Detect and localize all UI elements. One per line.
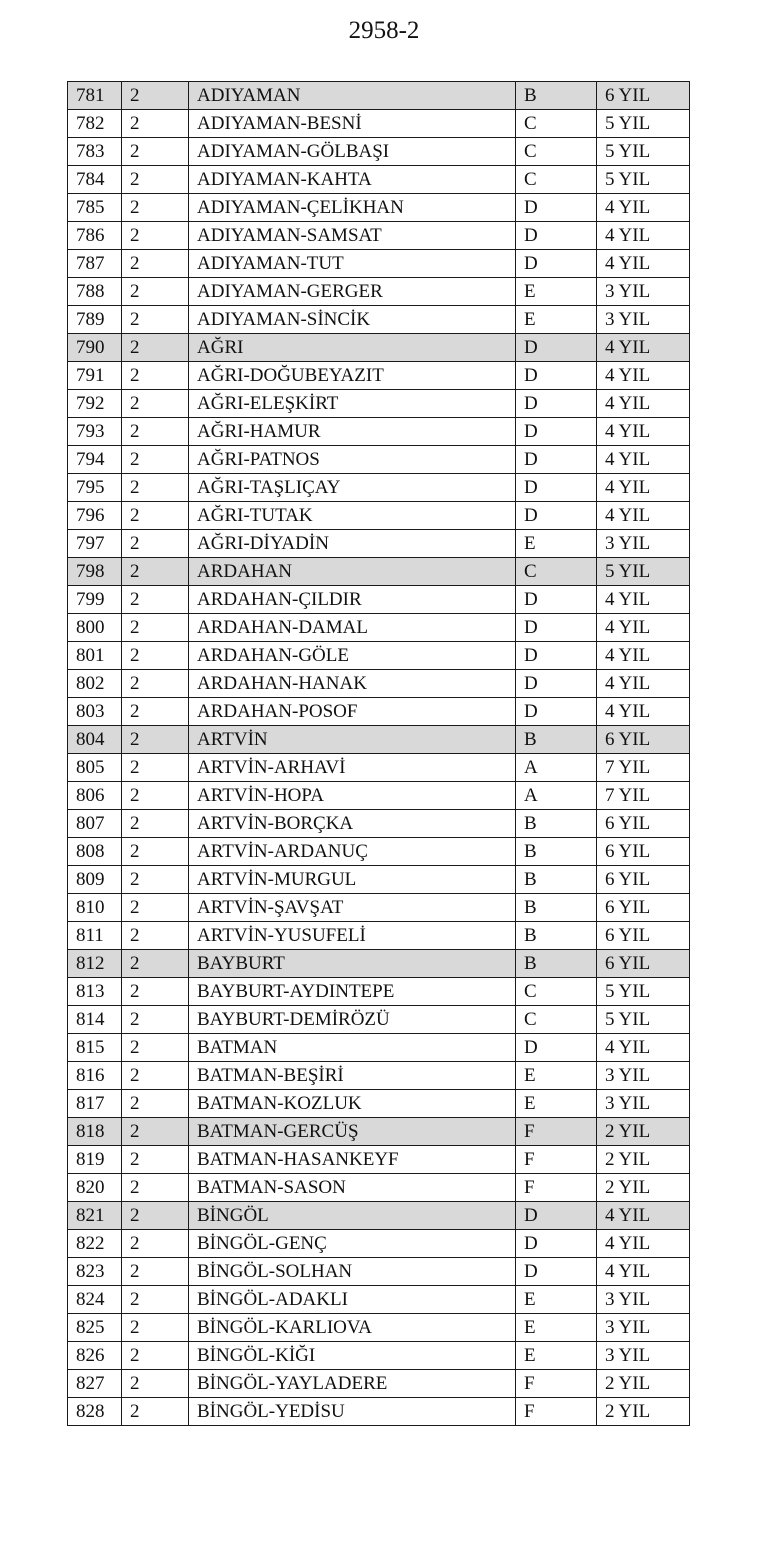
row-number: 797 <box>68 530 122 558</box>
class-cell: C <box>516 166 597 194</box>
group-cell: 2 <box>122 530 189 558</box>
table-row <box>68 614 690 642</box>
class-cell: C <box>516 558 597 586</box>
group-cell: 2 <box>122 502 189 530</box>
class-cell: F <box>516 1398 597 1426</box>
location-name: ADIYAMAN-SAMSAT <box>189 222 516 250</box>
location-name: BATMAN <box>189 1034 516 1062</box>
class-cell: A <box>516 782 597 810</box>
table-row <box>68 1202 690 1230</box>
group-cell: 2 <box>122 362 189 390</box>
row-number: 783 <box>68 138 122 166</box>
group-cell: 2 <box>122 194 189 222</box>
location-name: ARTVİN-ARDANUÇ <box>189 838 516 866</box>
group-cell: 2 <box>122 1090 189 1118</box>
table-body <box>68 82 690 1426</box>
location-name: AĞRI-TAŞLIÇAY <box>189 474 516 502</box>
row-number: 819 <box>68 1146 122 1174</box>
duration-cell: 3 YIL <box>597 1342 690 1370</box>
class-cell: E <box>516 278 597 306</box>
class-cell: B <box>516 82 597 110</box>
table-row <box>68 502 690 530</box>
group-cell: 2 <box>122 558 189 586</box>
class-cell: D <box>516 670 597 698</box>
duration-cell: 4 YIL <box>597 474 690 502</box>
group-cell: 2 <box>122 306 189 334</box>
class-cell: D <box>516 446 597 474</box>
table-row <box>68 1314 690 1342</box>
class-cell: E <box>516 1062 597 1090</box>
row-number: 809 <box>68 866 122 894</box>
class-cell: C <box>516 978 597 1006</box>
group-cell: 2 <box>122 1034 189 1062</box>
row-number: 817 <box>68 1090 122 1118</box>
location-name: ARDAHAN <box>189 558 516 586</box>
duration-cell: 4 YIL <box>597 642 690 670</box>
class-cell: D <box>516 334 597 362</box>
duration-cell: 2 YIL <box>597 1118 690 1146</box>
group-cell: 2 <box>122 82 189 110</box>
location-name: BİNGÖL-GENÇ <box>189 1230 516 1258</box>
group-cell: 2 <box>122 978 189 1006</box>
location-name: BİNGÖL-KARLIOVA <box>189 1314 516 1342</box>
group-cell: 2 <box>122 1286 189 1314</box>
location-name: ARDAHAN-DAMAL <box>189 614 516 642</box>
row-number: 811 <box>68 922 122 950</box>
class-cell: D <box>516 418 597 446</box>
row-number: 791 <box>68 362 122 390</box>
table-row <box>68 278 690 306</box>
row-number: 822 <box>68 1230 122 1258</box>
location-name: ARDAHAN-ÇILDIR <box>189 586 516 614</box>
group-cell: 2 <box>122 1398 189 1426</box>
class-cell: D <box>516 222 597 250</box>
row-number: 827 <box>68 1370 122 1398</box>
table-row <box>68 586 690 614</box>
duration-cell: 6 YIL <box>597 726 690 754</box>
group-cell: 2 <box>122 782 189 810</box>
table-row <box>68 1342 690 1370</box>
class-cell: B <box>516 894 597 922</box>
duration-cell: 3 YIL <box>597 1062 690 1090</box>
row-number: 815 <box>68 1034 122 1062</box>
page-title: 2958-2 <box>348 17 420 44</box>
location-name: BATMAN-SASON <box>189 1174 516 1202</box>
location-name: ADIYAMAN-BESNİ <box>189 110 516 138</box>
group-cell: 2 <box>122 1174 189 1202</box>
row-number: 785 <box>68 194 122 222</box>
table-row <box>68 1006 690 1034</box>
table-row <box>68 782 690 810</box>
duration-cell: 4 YIL <box>597 502 690 530</box>
duration-cell: 6 YIL <box>597 810 690 838</box>
row-number: 781 <box>68 82 122 110</box>
class-cell: D <box>516 194 597 222</box>
location-name: BATMAN-HASANKEYF <box>189 1146 516 1174</box>
table-row <box>68 530 690 558</box>
class-cell: A <box>516 754 597 782</box>
row-number: 826 <box>68 1342 122 1370</box>
group-cell: 2 <box>122 110 189 138</box>
duration-cell: 4 YIL <box>597 586 690 614</box>
row-number: 796 <box>68 502 122 530</box>
duration-cell: 4 YIL <box>597 250 690 278</box>
row-number: 788 <box>68 278 122 306</box>
table-row <box>68 950 690 978</box>
table-row <box>68 726 690 754</box>
location-name: AĞRI-DİYADİN <box>189 530 516 558</box>
duration-cell: 6 YIL <box>597 894 690 922</box>
table-row <box>68 82 690 110</box>
row-number: 828 <box>68 1398 122 1426</box>
duration-cell: 4 YIL <box>597 194 690 222</box>
table-row <box>68 698 690 726</box>
group-cell: 2 <box>122 642 189 670</box>
row-number: 816 <box>68 1062 122 1090</box>
group-cell: 2 <box>122 1342 189 1370</box>
group-cell: 2 <box>122 922 189 950</box>
class-cell: D <box>516 362 597 390</box>
row-number: 782 <box>68 110 122 138</box>
class-cell: D <box>516 1034 597 1062</box>
duration-cell: 3 YIL <box>597 530 690 558</box>
class-cell: C <box>516 110 597 138</box>
row-number: 799 <box>68 586 122 614</box>
table-row <box>68 334 690 362</box>
row-number: 784 <box>68 166 122 194</box>
table-row <box>68 558 690 586</box>
class-cell: F <box>516 1174 597 1202</box>
table-row <box>68 1370 690 1398</box>
row-number: 814 <box>68 1006 122 1034</box>
class-cell: D <box>516 390 597 418</box>
table-row <box>68 838 690 866</box>
duration-cell: 4 YIL <box>597 334 690 362</box>
duration-cell: 6 YIL <box>597 922 690 950</box>
location-name: ADIYAMAN-ÇELİKHAN <box>189 194 516 222</box>
location-name: ARDAHAN-HANAK <box>189 670 516 698</box>
duration-cell: 4 YIL <box>597 1258 690 1286</box>
row-number: 820 <box>68 1174 122 1202</box>
table-row <box>68 418 690 446</box>
duration-cell: 3 YIL <box>597 278 690 306</box>
class-cell: F <box>516 1370 597 1398</box>
duration-cell: 7 YIL <box>597 754 690 782</box>
class-cell: B <box>516 838 597 866</box>
class-cell: D <box>516 250 597 278</box>
group-cell: 2 <box>122 866 189 894</box>
row-number: 786 <box>68 222 122 250</box>
location-name: ADIYAMAN-GERGER <box>189 278 516 306</box>
row-number: 818 <box>68 1118 122 1146</box>
group-cell: 2 <box>122 698 189 726</box>
class-cell: D <box>516 1202 597 1230</box>
class-cell: D <box>516 614 597 642</box>
duration-cell: 7 YIL <box>597 782 690 810</box>
location-name: ADIYAMAN-TUT <box>189 250 516 278</box>
row-number: 801 <box>68 642 122 670</box>
table-row <box>68 894 690 922</box>
table-row <box>68 670 690 698</box>
table-row <box>68 1258 690 1286</box>
duration-cell: 2 YIL <box>597 1370 690 1398</box>
duration-cell: 3 YIL <box>597 1286 690 1314</box>
group-cell: 2 <box>122 1202 189 1230</box>
row-number: 794 <box>68 446 122 474</box>
row-number: 795 <box>68 474 122 502</box>
class-cell: C <box>516 138 597 166</box>
group-cell: 2 <box>122 1258 189 1286</box>
duration-cell: 4 YIL <box>597 1202 690 1230</box>
location-name: BİNGÖL-ADAKLI <box>189 1286 516 1314</box>
group-cell: 2 <box>122 894 189 922</box>
location-name: ADIYAMAN-KAHTA <box>189 166 516 194</box>
class-cell: B <box>516 726 597 754</box>
class-cell: B <box>516 810 597 838</box>
row-number: 807 <box>68 810 122 838</box>
location-name: ARTVİN <box>189 726 516 754</box>
duration-cell: 4 YIL <box>597 362 690 390</box>
class-cell: F <box>516 1118 597 1146</box>
table-row <box>68 754 690 782</box>
table-row <box>68 978 690 1006</box>
location-name: ADIYAMAN <box>189 82 516 110</box>
location-name: ARDAHAN-POSOF <box>189 698 516 726</box>
class-cell: E <box>516 530 597 558</box>
duration-cell: 5 YIL <box>597 978 690 1006</box>
table-row <box>68 922 690 950</box>
group-cell: 2 <box>122 1314 189 1342</box>
table-row <box>68 390 690 418</box>
table-row <box>68 866 690 894</box>
group-cell: 2 <box>122 726 189 754</box>
duration-cell: 5 YIL <box>597 138 690 166</box>
location-name: BAYBURT <box>189 950 516 978</box>
duration-cell: 2 YIL <box>597 1398 690 1426</box>
group-cell: 2 <box>122 474 189 502</box>
row-number: 806 <box>68 782 122 810</box>
row-number: 823 <box>68 1258 122 1286</box>
class-cell: E <box>516 1314 597 1342</box>
table-row <box>68 306 690 334</box>
row-number: 805 <box>68 754 122 782</box>
group-cell: 2 <box>122 810 189 838</box>
table-row <box>68 362 690 390</box>
table-row <box>68 474 690 502</box>
table-row <box>68 166 690 194</box>
class-cell: D <box>516 1230 597 1258</box>
location-name: BİNGÖL-KİĞI <box>189 1342 516 1370</box>
table-row <box>68 446 690 474</box>
location-name: BAYBURT-DEMİRÖZÜ <box>189 1006 516 1034</box>
row-number: 803 <box>68 698 122 726</box>
class-cell: D <box>516 642 597 670</box>
table-row <box>68 1034 690 1062</box>
class-cell: B <box>516 922 597 950</box>
table-row <box>68 642 690 670</box>
data-table <box>67 81 690 1426</box>
duration-cell: 5 YIL <box>597 1006 690 1034</box>
group-cell: 2 <box>122 586 189 614</box>
row-number: 813 <box>68 978 122 1006</box>
row-number: 824 <box>68 1286 122 1314</box>
group-cell: 2 <box>122 278 189 306</box>
duration-cell: 4 YIL <box>597 390 690 418</box>
table-row <box>68 1230 690 1258</box>
class-cell: D <box>516 1258 597 1286</box>
group-cell: 2 <box>122 754 189 782</box>
class-cell: C <box>516 1006 597 1034</box>
row-number: 800 <box>68 614 122 642</box>
class-cell: E <box>516 1342 597 1370</box>
duration-cell: 4 YIL <box>597 698 690 726</box>
duration-cell: 4 YIL <box>597 222 690 250</box>
group-cell: 2 <box>122 222 189 250</box>
row-number: 792 <box>68 390 122 418</box>
table-row <box>68 1118 690 1146</box>
location-name: ARDAHAN-GÖLE <box>189 642 516 670</box>
duration-cell: 2 YIL <box>597 1174 690 1202</box>
group-cell: 2 <box>122 1062 189 1090</box>
location-name: AĞRI-ELEŞKİRT <box>189 390 516 418</box>
duration-cell: 4 YIL <box>597 418 690 446</box>
location-name: BATMAN-GERCÜŞ <box>189 1118 516 1146</box>
duration-cell: 5 YIL <box>597 558 690 586</box>
location-name: AĞRI-DOĞUBEYAZIT <box>189 362 516 390</box>
table-row <box>68 194 690 222</box>
group-cell: 2 <box>122 1146 189 1174</box>
class-cell: E <box>516 306 597 334</box>
duration-cell: 6 YIL <box>597 82 690 110</box>
location-name: ARTVİN-BORÇKA <box>189 810 516 838</box>
row-number: 804 <box>68 726 122 754</box>
row-number: 802 <box>68 670 122 698</box>
duration-cell: 5 YIL <box>597 166 690 194</box>
class-cell: D <box>516 474 597 502</box>
location-name: BİNGÖL-YEDİSU <box>189 1398 516 1426</box>
location-name: BİNGÖL-SOLHAN <box>189 1258 516 1286</box>
class-cell: D <box>516 586 597 614</box>
group-cell: 2 <box>122 334 189 362</box>
table-row <box>68 138 690 166</box>
group-cell: 2 <box>122 446 189 474</box>
class-cell: B <box>516 866 597 894</box>
row-number: 787 <box>68 250 122 278</box>
group-cell: 2 <box>122 614 189 642</box>
table-row <box>68 222 690 250</box>
duration-cell: 6 YIL <box>597 838 690 866</box>
group-cell: 2 <box>122 1006 189 1034</box>
duration-cell: 3 YIL <box>597 1090 690 1118</box>
class-cell: B <box>516 950 597 978</box>
group-cell: 2 <box>122 166 189 194</box>
row-number: 825 <box>68 1314 122 1342</box>
location-name: ARTVİN-MURGUL <box>189 866 516 894</box>
group-cell: 2 <box>122 670 189 698</box>
location-name: ARTVİN-ARHAVİ <box>189 754 516 782</box>
row-number: 808 <box>68 838 122 866</box>
location-name: ARTVİN-HOPA <box>189 782 516 810</box>
row-number: 789 <box>68 306 122 334</box>
group-cell: 2 <box>122 838 189 866</box>
table-row <box>68 810 690 838</box>
row-number: 810 <box>68 894 122 922</box>
table-row <box>68 110 690 138</box>
duration-cell: 4 YIL <box>597 1034 690 1062</box>
table-row <box>68 1174 690 1202</box>
group-cell: 2 <box>122 390 189 418</box>
duration-cell: 5 YIL <box>597 110 690 138</box>
group-cell: 2 <box>122 418 189 446</box>
duration-cell: 4 YIL <box>597 1230 690 1258</box>
location-name: ADIYAMAN-GÖLBAŞI <box>189 138 516 166</box>
class-cell: D <box>516 502 597 530</box>
duration-cell: 2 YIL <box>597 1146 690 1174</box>
table-row <box>68 1286 690 1314</box>
location-name: BATMAN-KOZLUK <box>189 1090 516 1118</box>
duration-cell: 3 YIL <box>597 1314 690 1342</box>
row-number: 793 <box>68 418 122 446</box>
group-cell: 2 <box>122 250 189 278</box>
class-cell: D <box>516 698 597 726</box>
table-row <box>68 1146 690 1174</box>
duration-cell: 6 YIL <box>597 950 690 978</box>
location-name: BİNGÖL <box>189 1202 516 1230</box>
row-number: 798 <box>68 558 122 586</box>
location-name: AĞRI-PATNOS <box>189 446 516 474</box>
row-number: 812 <box>68 950 122 978</box>
class-cell: E <box>516 1090 597 1118</box>
group-cell: 2 <box>122 950 189 978</box>
row-number: 821 <box>68 1202 122 1230</box>
duration-cell: 6 YIL <box>597 866 690 894</box>
group-cell: 2 <box>122 1230 189 1258</box>
location-name: ARTVİN-ŞAVŞAT <box>189 894 516 922</box>
location-name: AĞRI-HAMUR <box>189 418 516 446</box>
location-name: ADIYAMAN-SİNCİK <box>189 306 516 334</box>
group-cell: 2 <box>122 1370 189 1398</box>
location-name: BİNGÖL-YAYLADERE <box>189 1370 516 1398</box>
group-cell: 2 <box>122 138 189 166</box>
group-cell: 2 <box>122 1118 189 1146</box>
class-cell: F <box>516 1146 597 1174</box>
table-row <box>68 1090 690 1118</box>
duration-cell: 4 YIL <box>597 614 690 642</box>
duration-cell: 4 YIL <box>597 670 690 698</box>
location-name: AĞRI-TUTAK <box>189 502 516 530</box>
location-name: AĞRI <box>189 334 516 362</box>
class-cell: E <box>516 1286 597 1314</box>
table-row <box>68 250 690 278</box>
duration-cell: 3 YIL <box>597 306 690 334</box>
location-name: BATMAN-BEŞİRİ <box>189 1062 516 1090</box>
row-number: 790 <box>68 334 122 362</box>
table-row <box>68 1398 690 1426</box>
duration-cell: 4 YIL <box>597 446 690 474</box>
location-name: BAYBURT-AYDINTEPE <box>189 978 516 1006</box>
location-name: ARTVİN-YUSUFELİ <box>189 922 516 950</box>
table-row <box>68 1062 690 1090</box>
